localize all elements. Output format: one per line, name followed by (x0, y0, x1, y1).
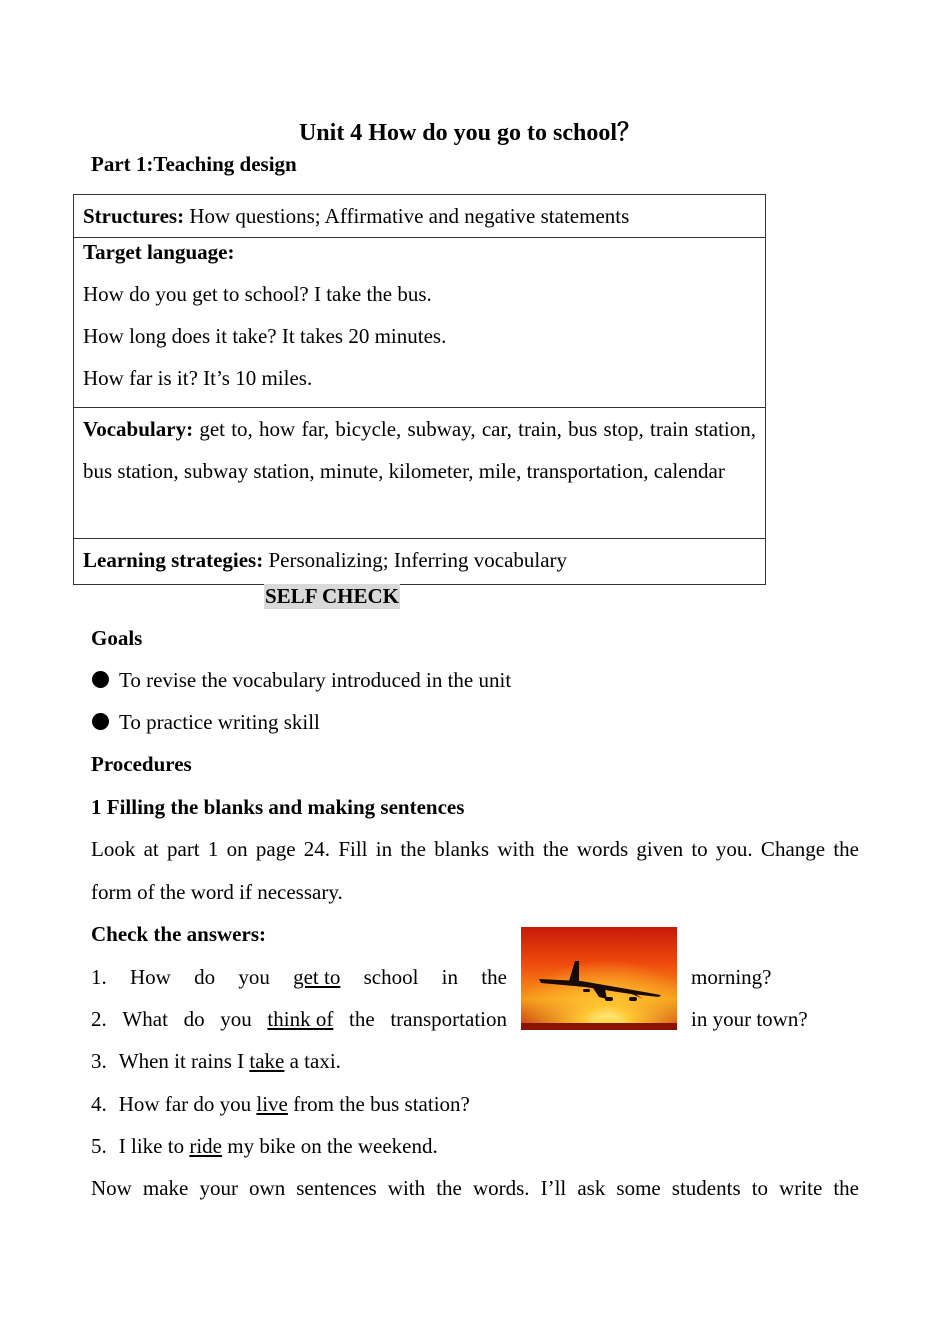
answer-item-4: 4. How far do you live from the bus station? (91, 1092, 470, 1116)
closing-paragraph: Now make your own sentences with the words. I’ll ask some students to write the (91, 1176, 859, 1200)
target-line-3: How far is it? It’s 10 miles. (83, 366, 313, 390)
strategies-text: Personalizing; Inferring vocabulary (263, 548, 568, 572)
answer-item-1: 1. How do you get to school in the (91, 965, 507, 989)
step1-paragraph-line1: Look at part 1 on page 24. Fill in the blanks with the words given to you. Change the (91, 837, 859, 861)
bullet-icon (92, 713, 109, 730)
check-answers-heading: Check the answers: (91, 922, 266, 946)
airplane-sunset-photo (521, 927, 677, 1030)
target-line-1: How do you get to school? I take the bus. (83, 282, 432, 306)
vocabulary-text: get to, how far, bicycle, subway, car, train, bus stop, train station, bus station, subway station, minute, kilometer, mile, transportation, calendar (83, 417, 756, 483)
target-line-2: How long does it take? It takes 20 minutes. (83, 324, 447, 348)
answer-blank: think of (267, 1007, 334, 1031)
answer-item-1-tail: morning? (691, 965, 772, 989)
structures-text: How questions; Affirmative and negative statements (184, 204, 630, 228)
structures-row (74, 195, 766, 238)
answer-blank: get to (293, 965, 341, 989)
answer-blank: live (256, 1092, 288, 1116)
goal-item: To practice writing skill (92, 710, 320, 735)
step1-heading: 1 Filling the blanks and making sentences (91, 795, 465, 819)
target-language-row (74, 238, 766, 408)
step1-paragraph-line2: form of the word if necessary. (91, 880, 343, 904)
strategies-row (74, 539, 766, 585)
answer-item-3: 3. When it rains I take a taxi. (91, 1049, 341, 1073)
answer-blank: take (249, 1049, 285, 1073)
goal-item: To revise the vocabulary introduced in the unit (92, 668, 511, 693)
target-language-label: Target language: (83, 240, 235, 264)
airplane-sunset-image (521, 927, 677, 1030)
answer-blank: ride (189, 1134, 222, 1158)
vocabulary-label: Vocabulary: (83, 417, 194, 441)
structures-label: Structures: (83, 204, 185, 228)
page-title: Unit 4 How do you go to school？ (298, 120, 642, 146)
goals-heading: Goals (91, 626, 143, 650)
self-check-heading: SELF CHECK (265, 584, 399, 608)
answer-item-5: 5. I like to ride my bike on the weekend. (91, 1134, 438, 1158)
vocabulary-row (74, 408, 766, 539)
strategies-label: Learning strategies: (83, 548, 264, 572)
bullet-icon (92, 671, 109, 688)
procedures-heading: Procedures (91, 752, 192, 776)
teaching-design-table (73, 194, 766, 585)
answer-item-2: 2. What do you think of the transportation (91, 1007, 507, 1031)
answer-item-2-tail: in your town? (691, 1007, 808, 1031)
part1-heading: Part 1:Teaching design (91, 152, 297, 176)
